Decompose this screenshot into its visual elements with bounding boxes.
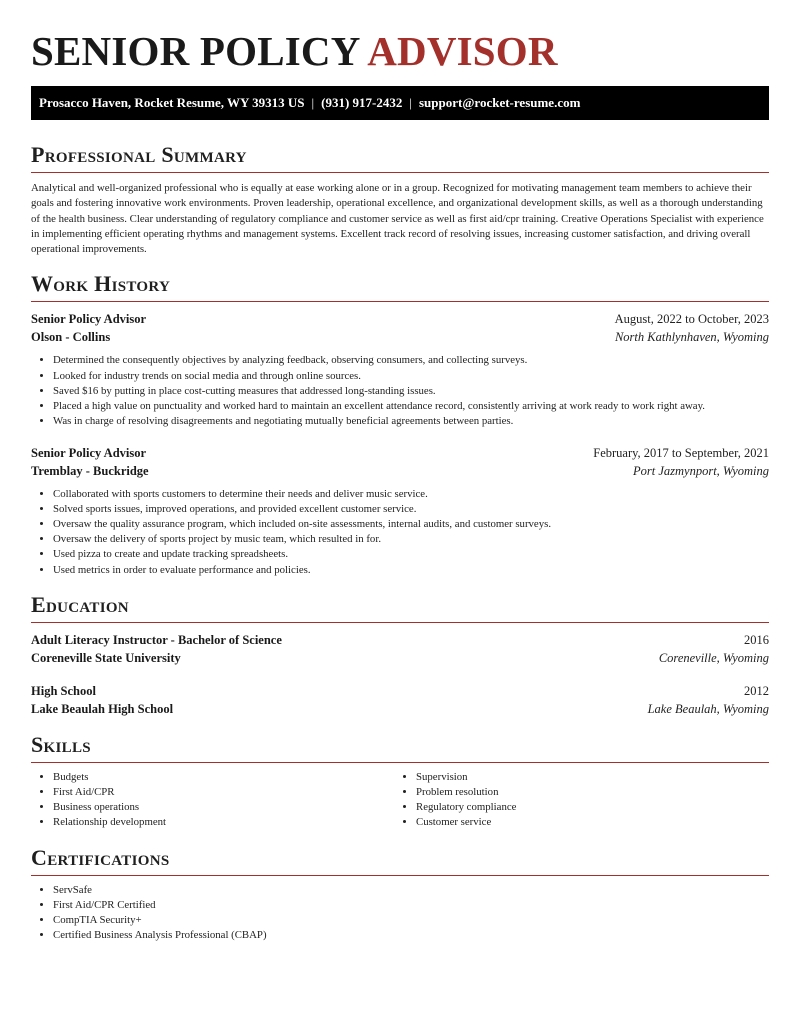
contact-address: Prosacco Haven, Rocket Resume, WY 39313 US [39, 95, 305, 110]
job-company: Olson - Collins [31, 330, 111, 345]
skills-grid [31, 770, 769, 831]
education-entry-header [31, 682, 769, 700]
skills-list [31, 770, 394, 831]
skill-item: • Problem resolution [416, 785, 757, 800]
contact-separator: | [311, 95, 315, 110]
education-year: 2016 [744, 632, 769, 647]
title-first-part: SENIOR POLICY [31, 28, 359, 74]
education-location: Coreneville, Wyoming [658, 650, 769, 665]
certification-item: • First Aid/CPR Certified [53, 898, 769, 913]
job-location: North Kathlynhaven, Wyoming [614, 330, 769, 345]
skill-item: • First Aid/CPR [53, 785, 394, 800]
job-dates: February, 2017 to September, 2021 [593, 445, 769, 460]
contact-bar [31, 86, 769, 120]
job-bullet: • Collaborated with sports customers to determine their needs and deliver music service. [53, 487, 769, 502]
work-entry-subheader [31, 462, 769, 480]
certifications-list [31, 883, 769, 944]
job-bullets [31, 487, 769, 578]
education-entry-header [31, 631, 769, 649]
certification-item: • ServSafe [53, 883, 769, 898]
job-bullet: • Oversaw the delivery of sports project by music team, which resulted in for. [53, 532, 769, 547]
contact-email: support@rocket-resume.com [418, 95, 581, 110]
skills-column-left [31, 770, 394, 831]
job-dates: August, 2022 to October, 2023 [614, 312, 769, 327]
work-entry [31, 310, 769, 429]
skills-list [394, 770, 757, 831]
education-degree: High School [31, 683, 96, 698]
job-bullet: • Solved sports issues, improved operations, and provided excellent customer service. [53, 502, 769, 517]
work-entry-header [31, 444, 769, 462]
summary-text: Analytical and well-organized professional who is equally at ease working alone or in a group. Recognized for motivating management team members to achieve their goals and fostering innovative work environments. Proven leadership, operational excellence, and organizational development skills, as well as a thorough understanding of the health business. Clear understanding of regulatory compliance and customer service as well as first aid/cpr training. Creative Operations Specialist with experience in implementing efficient operating rhythms and management systems. Excellent track record of resolving issues, increasing customer satisfaction, and driving overall operational improvements. [31, 182, 764, 256]
resume-title [31, 0, 769, 74]
job-bullet: • Determined the consequently objectives by analyzing feedback, observing consumers, and collecting surveys. [53, 353, 769, 368]
skill-item: • Customer service [416, 815, 757, 830]
certification-item: • Certified Business Analysis Professional (CBAP) [53, 928, 769, 943]
job-bullet: • Saved $16 by putting in place cost-cutting measures that addressed long-standing issues. [53, 384, 769, 399]
education-entry [31, 682, 769, 718]
job-bullet: • Placed a high value on punctuality and worked hard to maintain an excellent attendance record, consistently arriving at work ready to work right away. [53, 399, 769, 414]
job-title: Senior Policy Advisor [31, 312, 147, 327]
contact-separator: | [409, 95, 412, 110]
job-bullet: • Was in charge of resolving disagreements and negotiating mutually beneficial agreements between parties. [53, 414, 769, 429]
job-bullets [31, 353, 769, 429]
section-heading-skills: Skills [31, 732, 769, 763]
title-accent-part: ADVISOR [367, 28, 558, 74]
skill-item: • Supervision [416, 770, 757, 785]
education-entry-subheader [31, 649, 769, 667]
education-location: Lake Beaulah, Wyoming [647, 701, 769, 716]
certification-item: • CompTIA Security+ [53, 913, 769, 928]
job-bullet: • Used metrics in order to evaluate performance and policies. [53, 563, 769, 578]
skill-item: • Relationship development [53, 815, 394, 830]
work-entry [31, 444, 769, 578]
section-heading-summary: Professional Summary [31, 142, 769, 173]
education-year: 2012 [744, 683, 769, 698]
education-entry [31, 631, 769, 667]
skill-item: • Regulatory compliance [416, 800, 757, 815]
section-heading-certifications: Certifications [31, 845, 769, 876]
job-title: Senior Policy Advisor [31, 445, 147, 460]
work-entry-header [31, 310, 769, 328]
skill-item: • Budgets [53, 770, 394, 785]
education-entry-subheader [31, 700, 769, 718]
education-school: Coreneville State University [31, 650, 181, 665]
job-company: Tremblay - Buckridge [31, 463, 149, 478]
skill-item: • Business operations [53, 800, 394, 815]
section-heading-work-history: Work History [31, 271, 769, 302]
education-degree: Adult Literacy Instructor - Bachelor of Science [31, 632, 282, 647]
job-bullet: • Looked for industry trends on social media and through online sources. [53, 369, 769, 384]
education-school: Lake Beaulah High School [31, 701, 174, 716]
contact-phone: (931) 917-2432 [321, 95, 403, 110]
work-entry-subheader [31, 328, 769, 346]
job-bullet: • Used pizza to create and update tracking spreadsheets. [53, 547, 769, 562]
section-heading-education: Education [31, 592, 769, 623]
job-bullet: • Oversaw the quality assurance program, which included on-site assessments, internal audits, and customer surveys. [53, 517, 769, 532]
skills-column-right [394, 770, 757, 831]
job-location: Port Jazmynport, Wyoming [633, 463, 769, 478]
